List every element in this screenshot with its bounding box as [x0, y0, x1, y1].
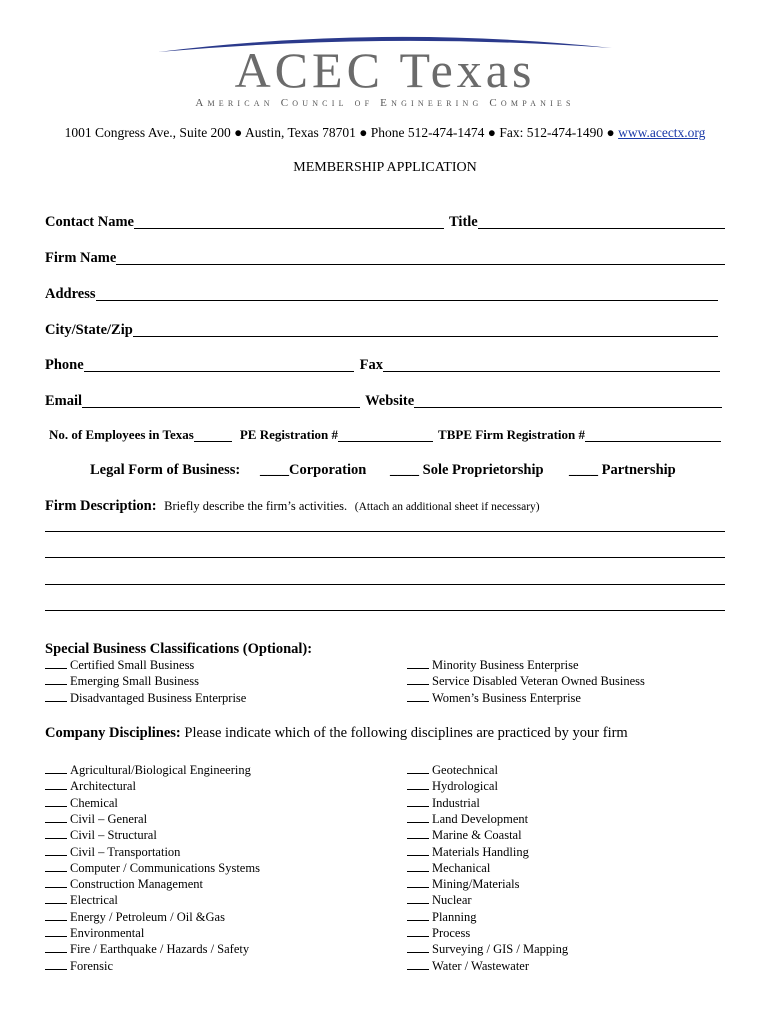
checkbox-blank[interactable] [45, 892, 67, 904]
checkbox-blank[interactable] [407, 762, 429, 774]
special-classification-label: Minority Business Enterprise [432, 658, 579, 672]
discipline-label: Fire / Earthquake / Hazards / Safety [70, 942, 250, 957]
checkbox-blank[interactable] [407, 876, 429, 888]
legal-form-label: Legal Form of Business: [90, 462, 241, 478]
discipline-item[interactable] [407, 860, 490, 876]
checkbox-blank[interactable] [407, 690, 429, 702]
discipline-item[interactable] [45, 941, 249, 957]
checkbox-blank[interactable] [45, 909, 67, 921]
checkbox-blank[interactable] [407, 795, 429, 807]
discipline-label: Materials Handling [432, 844, 529, 859]
discipline-item[interactable] [407, 762, 498, 778]
checkbox-blank[interactable] [407, 958, 429, 970]
address-row [45, 285, 718, 303]
disciplines-heading [45, 724, 628, 742]
contact-info [0, 124, 770, 142]
special-classification-label: Service Disabled Veteran Owned Business [432, 674, 645, 689]
discipline-item[interactable] [407, 795, 480, 811]
discipline-label: Water / Wastewater [432, 958, 530, 973]
website-label: Website [365, 393, 415, 409]
checkbox-blank[interactable] [407, 778, 429, 790]
discipline-item[interactable] [45, 958, 113, 974]
discipline-label: Geotechnical [432, 763, 498, 777]
checkbox-blank[interactable] [45, 778, 67, 790]
discipline-item[interactable] [45, 860, 260, 876]
discipline-item[interactable] [407, 941, 568, 957]
discipline-label: Land Development [432, 811, 529, 826]
description-line-4[interactable] [45, 610, 725, 611]
discipline-label: Computer / Communications Systems [70, 860, 260, 875]
discipline-item[interactable] [407, 827, 522, 843]
checkbox-blank[interactable] [407, 844, 429, 856]
special-classification-label: Emerging Small Business [70, 674, 199, 689]
special-classification-item[interactable] [45, 657, 194, 673]
discipline-item[interactable] [407, 844, 529, 860]
checkbox-blank[interactable] [407, 892, 429, 904]
contact-name-field[interactable] [134, 214, 444, 229]
discipline-label: Chemical [70, 795, 118, 810]
discipline-item[interactable] [45, 844, 180, 860]
firm-description-hint-attach: (Attach an additional sheet if necessary) [354, 501, 540, 513]
checkbox-blank[interactable] [45, 762, 67, 774]
checkbox-blank[interactable] [45, 844, 67, 856]
discipline-item[interactable] [45, 795, 118, 811]
checkbox-blank[interactable] [407, 860, 429, 872]
discipline-label: Environmental [70, 926, 145, 940]
discipline-item[interactable] [407, 958, 529, 974]
registration-row [49, 426, 721, 444]
checkbox-blank[interactable] [45, 690, 67, 702]
logo-text: ACEC Texas [234, 42, 536, 98]
discipline-label: Energy / Petroleum / Oil &Gas [70, 909, 225, 924]
checkbox-blank[interactable] [45, 958, 67, 970]
special-classification-item[interactable] [407, 690, 581, 706]
discipline-label: Civil – General [70, 811, 148, 826]
city-state-zip-field[interactable] [133, 322, 718, 337]
firm-description-hint: Briefly describe the firm’s activities. [164, 499, 348, 513]
checkbox-blank[interactable] [407, 811, 429, 823]
discipline-item[interactable] [407, 778, 498, 794]
checkbox-blank[interactable] [407, 657, 429, 669]
discipline-item[interactable] [45, 925, 144, 941]
discipline-label: Architectural [70, 779, 136, 794]
description-line-2[interactable] [45, 557, 725, 558]
fax-label: Fax [359, 357, 384, 373]
disciplines-heading-text: Please indicate which of the following disciplines are practiced by your firm [184, 725, 628, 741]
checkbox-blank[interactable] [45, 941, 67, 953]
email-field[interactable] [82, 393, 360, 408]
title-field[interactable] [478, 214, 725, 229]
discipline-item[interactable] [45, 892, 118, 908]
phone-label: Phone [45, 357, 84, 373]
discipline-label: Mechanical [432, 860, 491, 875]
discipline-label: Civil – Transportation [70, 844, 181, 859]
email-label: Email [45, 393, 83, 409]
phone-field[interactable] [84, 357, 354, 372]
address-field[interactable] [96, 286, 719, 301]
title-label: Title [449, 214, 478, 230]
discipline-item[interactable] [45, 909, 225, 925]
special-classification-item[interactable] [45, 690, 246, 706]
checkbox-blank[interactable] [45, 811, 67, 823]
discipline-label: Industrial [432, 795, 480, 810]
employees-label: No. of Employees in Texas [49, 427, 194, 442]
firm-name-row [45, 249, 725, 267]
address-label: Address [45, 286, 96, 302]
checkbox-blank[interactable] [45, 827, 67, 839]
discipline-item[interactable] [407, 925, 470, 941]
special-classifications-heading-text: Special Business Classifications (Optional): [45, 641, 313, 657]
discipline-label: Electrical [70, 893, 118, 908]
firm-description [45, 497, 540, 516]
firm-description-label: Firm Description: [45, 498, 157, 514]
website-link[interactable]: www.acectx.org [618, 125, 706, 140]
discipline-label: Nuclear [432, 893, 472, 908]
special-classification-label: Women’s Business Enterprise [432, 690, 581, 705]
discipline-item[interactable] [45, 811, 147, 827]
email-website-row [45, 392, 722, 410]
address-text: 1001 Congress Ave., Suite 200 ● Austin, Texas 78701 ● Phone 512-474-1474 ● Fax: 512-474-1490 ● [64, 125, 619, 140]
discipline-label: Forensic [70, 958, 114, 973]
logo-subtitle: American Council of Engineering Companies [195, 97, 575, 109]
checkbox-blank[interactable] [45, 657, 67, 669]
checkbox-blank[interactable] [407, 925, 429, 937]
website-field[interactable] [414, 393, 722, 408]
contact-title-row [45, 213, 725, 231]
discipline-item[interactable] [45, 778, 136, 794]
corporation-option[interactable]: ____Corporation [260, 462, 367, 478]
firm-name-field[interactable] [116, 250, 725, 265]
checkbox-blank[interactable] [407, 909, 429, 921]
page-title: MEMBERSHIP APPLICATION [293, 160, 477, 175]
special-classification-item[interactable] [407, 673, 645, 689]
discipline-label: Construction Management [70, 877, 203, 892]
discipline-label: Surveying / GIS / Mapping [432, 942, 569, 957]
logo [0, 30, 770, 114]
city-state-zip-label: City/State/Zip [45, 322, 133, 338]
special-classification-label: Disadvantaged Business Enterprise [70, 690, 247, 705]
discipline-label: Planning [432, 909, 477, 924]
discipline-item[interactable] [45, 827, 157, 843]
checkbox-blank[interactable] [407, 827, 429, 839]
discipline-item[interactable] [407, 909, 476, 925]
pe-registration-label: PE Registration # [239, 427, 339, 442]
special-classification-item[interactable] [407, 657, 579, 673]
discipline-item[interactable] [407, 876, 520, 892]
discipline-item[interactable] [45, 762, 251, 778]
special-classification-label: Certified Small Business [70, 658, 195, 672]
checkbox-blank[interactable] [45, 795, 67, 807]
discipline-label: Process [432, 926, 471, 940]
checkbox-blank[interactable] [407, 673, 429, 685]
contact-name-label: Contact Name [45, 214, 134, 230]
checkbox-blank[interactable] [45, 925, 67, 937]
discipline-item[interactable] [407, 811, 528, 827]
partnership-option[interactable]: ____ Partnership [569, 462, 676, 478]
discipline-label: Hydrological [432, 779, 498, 794]
discipline-label: Marine & Coastal [432, 828, 522, 843]
checkbox-blank[interactable] [45, 860, 67, 872]
phone-fax-row [45, 356, 720, 374]
city-state-zip-row [45, 321, 718, 339]
discipline-label: Civil – Structural [70, 828, 157, 843]
sole-proprietorship-option[interactable]: ____ Sole Proprietorship [390, 462, 544, 478]
checkbox-blank[interactable] [45, 673, 67, 685]
checkbox-blank[interactable] [407, 941, 429, 953]
description-line-3[interactable] [45, 584, 725, 585]
tbpe-registration-label: TBPE Firm Registration # [438, 427, 586, 442]
tbpe-registration-field[interactable] [585, 427, 721, 442]
discipline-item[interactable] [45, 876, 203, 892]
employees-field[interactable] [194, 427, 232, 442]
checkbox-blank[interactable] [45, 876, 67, 888]
discipline-label: Mining/Materials [432, 877, 520, 892]
disciplines-heading-label: Company Disciplines: [45, 725, 181, 741]
discipline-item[interactable] [407, 892, 472, 908]
firm-name-label: Firm Name [45, 250, 117, 266]
discipline-label: Agricultural/Biological Engineering [70, 763, 251, 777]
description-line-1[interactable] [45, 531, 725, 532]
pe-registration-field[interactable] [338, 427, 433, 442]
special-classifications-heading [45, 640, 312, 658]
fax-field[interactable] [383, 357, 720, 372]
special-classification-item[interactable] [45, 673, 199, 689]
